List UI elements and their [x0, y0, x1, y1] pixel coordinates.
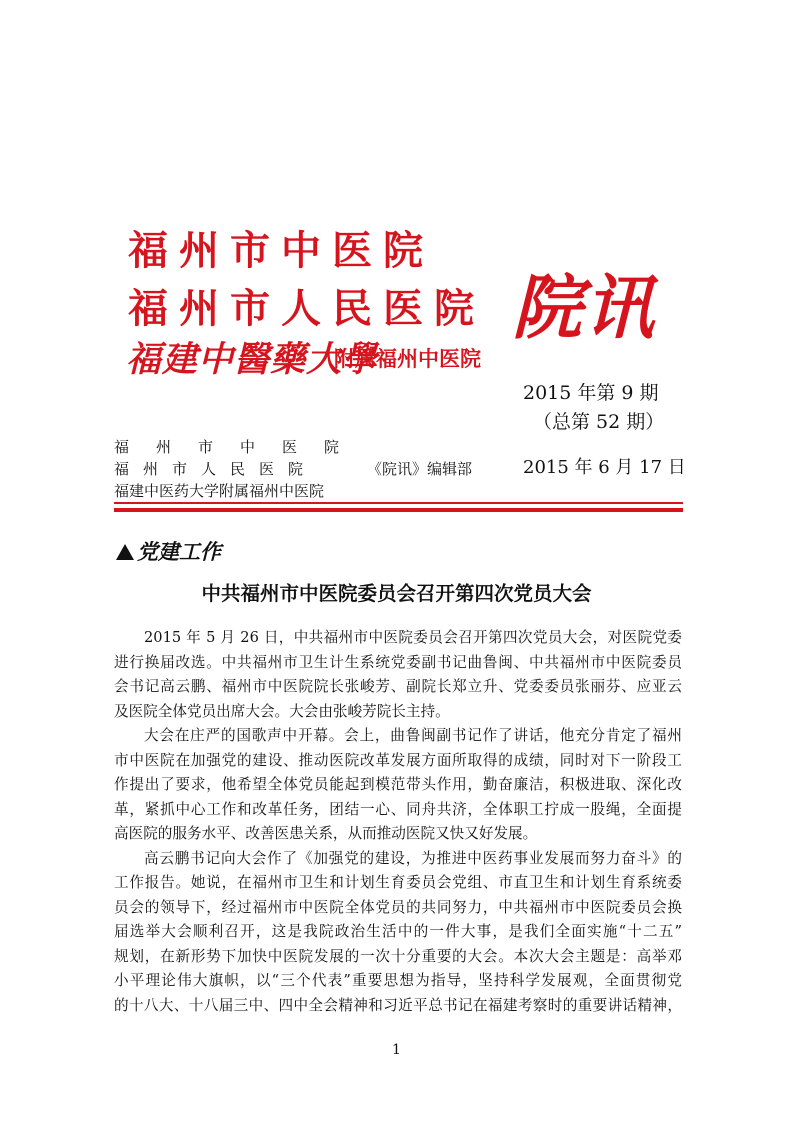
publication-date: 2015 年 6 月 17 日 — [523, 457, 686, 478]
masthead-hospital-name-2: 福州市人民医院 — [128, 285, 485, 332]
header-divider-thick — [114, 508, 683, 512]
issue-number: 2015 年第 9 期 — [523, 382, 659, 404]
body-line: 市中医院在加强党的建设、推动医院改革发展方面所取得的成绩，同时对下一阶段工 — [114, 751, 682, 769]
body-line: 规划，在新形势下加快中医院发展的一次十分重要的大会。本次大会主题是：高举邓 — [114, 947, 682, 965]
body-line: 会书记高云鹏、福州市中医院院长张峻芳、副院长郑立升、党委委员张丽芬、应亚云 — [114, 678, 682, 695]
body-line: 高医院的服务水平、改善医患关系，从而推动医院又快又好发展。 — [114, 825, 538, 842]
masthead-hospital-name-1: 福州市中医院 — [128, 227, 434, 274]
sponsor-line-1: 福州市中医院 — [114, 438, 367, 456]
body-line: 进行换届改选。中共福州市卫生计生系统党委副书记曲鲁闽、中共福州市中医院委员 — [114, 653, 682, 671]
paragraph-1 — [114, 626, 682, 724]
body-line: 届选举大会顺利召开，这是我院政治生活中的一件大事，是我们全面实施“十二五” — [114, 923, 682, 940]
body-line: 的十八大、十八届三中、四中全会精神和习近平总书记在福建考察时的重要讲话精神， — [114, 996, 682, 1014]
article-body — [114, 626, 682, 1018]
body-line: 作提出了要求，他希望全体党员能起到模范带头作用，勤奋廉洁，积极进取、深化改 — [114, 776, 682, 793]
body-line: 大会在庄严的国歌声中开幕。会上，曲鲁闽副书记作了讲话，他充分肯定了福州 — [144, 727, 682, 744]
body-line: 小平理论伟大旗帜，以“三个代表”重要思想为指导，坚持科学发展观，全面贯彻党 — [114, 972, 682, 989]
issue-total-number: （总第 52 期） — [533, 411, 665, 433]
sponsor-line-3: 福建中医药大学附属福州中医院 — [114, 482, 325, 500]
black-triangle-icon — [116, 544, 134, 560]
editorial-department: 《院讯》编辑部 — [367, 460, 473, 478]
body-line: 2015 年 5 月 26 日，中共福州市中医院委员会召开第四次党员大会，对医院党委 — [144, 629, 682, 646]
masthead-university-calligraphy: 福建中醫藥大學 — [126, 339, 379, 380]
body-line: 高云鹏书记向大会作了《加强党的建设，为推进中医药事业发展而努力奋斗》的 — [144, 849, 682, 867]
paragraph-2 — [114, 724, 682, 847]
newsletter-title: 院讯 — [512, 266, 656, 349]
body-line: 及医院全体党员出席大会。大会由张峻芳院长主持。 — [114, 702, 450, 720]
section-header — [116, 538, 221, 566]
section-label: 党建工作 — [137, 540, 221, 564]
paragraph-3 — [114, 847, 682, 1019]
body-line: 员会的领导下，经过福州市中医院全体党员的共同努力，中共福州市中医院委员会换 — [114, 898, 682, 916]
header-divider-thin — [114, 502, 683, 504]
page-number: 1 — [392, 1042, 401, 1058]
article-headline: 中共福州市中医院委员会召开第四次党员大会 — [201, 582, 592, 605]
body-line: 革，紧抓中心工作和改革任务，团结一心、同舟共济，全体职工拧成一股绳，全面提 — [114, 800, 682, 818]
body-line: 工作报告。她说，在福州市卫生和计划生育委员会党组、市直卫生和计划生育系统委 — [114, 874, 682, 891]
sponsor-line-2: 福州市人民医院 — [114, 460, 318, 478]
masthead-affiliate-suffix: 附属福州中医院 — [334, 347, 481, 371]
